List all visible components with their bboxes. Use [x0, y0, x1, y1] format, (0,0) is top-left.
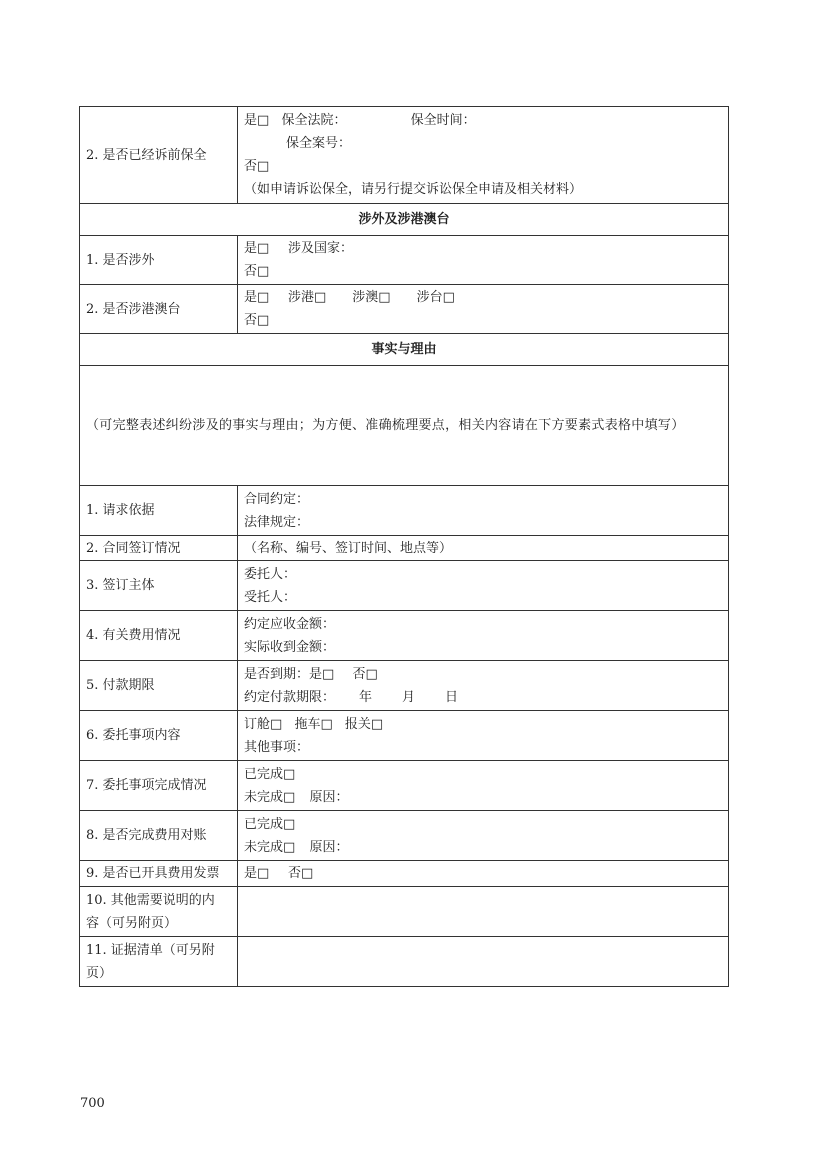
agent-field: 受托人： — [244, 589, 297, 605]
macau-checkbox[interactable]: 涉澳□ — [352, 290, 391, 305]
row-fee-reconciliation — [80, 811, 729, 861]
due-no-checkbox[interactable]: 否□ — [352, 666, 378, 682]
row-label: 9. 是否已开具费用发票 — [80, 861, 238, 887]
preservation-note: （如申请诉讼保全，请另行提交诉讼保全申请及相关材料） — [244, 182, 583, 197]
row-label: 2. 是否涉港澳台 — [80, 285, 238, 334]
row-claim-basis — [80, 486, 729, 536]
legal-provision-field: 法律规定： — [244, 514, 310, 530]
no-checkbox[interactable]: 否□ — [288, 866, 314, 881]
row-invoice-issued — [80, 861, 729, 887]
day-label: 日 — [445, 689, 459, 705]
completed-checkbox[interactable]: 已完成□ — [244, 816, 296, 832]
row-label-line: 11. 证据清单（可另附 — [86, 942, 215, 958]
row-hk-macau-taiwan — [80, 285, 729, 334]
contract-signing-hint: （名称、编号、签订时间、地点等） — [238, 536, 729, 561]
section-title-facts: 事实与理由 — [80, 334, 729, 366]
page-number: 700 — [80, 1096, 105, 1111]
other-matters-field: 其他事项： — [244, 739, 310, 755]
yes-checkbox[interactable]: 是□ — [244, 241, 270, 256]
row-label: 1. 是否涉外 — [80, 236, 238, 285]
row-label: 8. 是否完成费用对账 — [80, 811, 238, 861]
row-label: 5. 付款期限 — [80, 661, 238, 711]
row-label: 1. 请求依据 — [80, 486, 238, 536]
not-completed-checkbox[interactable]: 未完成□ — [244, 789, 296, 805]
row-label — [80, 937, 238, 987]
complaint-form-table — [79, 106, 729, 987]
row-content — [238, 661, 729, 711]
agreed-amount-field: 约定应收金额： — [244, 616, 336, 632]
row-content — [238, 711, 729, 761]
row-other-notes — [80, 887, 729, 937]
row-content — [238, 285, 729, 334]
row-label-line: 页） — [86, 965, 113, 981]
year-label: 年 — [359, 689, 373, 705]
evidence-list-field[interactable] — [238, 937, 729, 987]
no-checkbox[interactable]: 否□ — [244, 313, 270, 328]
row-label — [80, 887, 238, 937]
row-contract-signing — [80, 536, 729, 561]
reason-field: 原因： — [309, 789, 349, 805]
preservation-case-number-field: 保全案号： — [286, 136, 352, 151]
row-completion-status — [80, 761, 729, 811]
row-content — [238, 761, 729, 811]
row-fees — [80, 611, 729, 661]
hong-kong-checkbox[interactable]: 涉港□ — [288, 290, 327, 305]
row-payment-term — [80, 661, 729, 711]
booking-checkbox[interactable]: 订舱□ — [244, 716, 283, 732]
row-content — [238, 236, 729, 285]
completed-checkbox[interactable]: 已完成□ — [244, 766, 296, 782]
reason-field: 原因： — [309, 839, 349, 855]
due-yes-checkbox[interactable]: 是否到期：是□ — [244, 666, 335, 682]
contract-agreement-field: 合同约定： — [244, 491, 310, 507]
principal-field: 委托人： — [244, 566, 297, 582]
row-content — [238, 811, 729, 861]
section-title-foreign: 涉外及涉港澳台 — [80, 204, 729, 236]
trucking-checkbox[interactable]: 拖车□ — [294, 716, 333, 732]
facts-statement-row — [80, 366, 729, 486]
yes-checkbox[interactable]: 是□ — [244, 113, 270, 128]
customs-checkbox[interactable]: 报关□ — [344, 716, 384, 732]
not-completed-checkbox[interactable]: 未完成□ — [244, 839, 296, 855]
row-entrusted-matters — [80, 711, 729, 761]
row-foreign-related — [80, 236, 729, 285]
row-label: 2. 是否已经诉前保全 — [80, 107, 238, 204]
row-content — [238, 486, 729, 536]
received-amount-field: 实际收到金额： — [244, 639, 336, 655]
preservation-court-field: 保全法院： — [281, 113, 347, 128]
country-field: 涉及国家： — [288, 241, 354, 256]
preservation-time-field: 保全时间： — [410, 113, 476, 128]
row-content — [238, 611, 729, 661]
row-content — [238, 107, 729, 204]
facts-note[interactable]: （可完整表述纠纷涉及的事实与理由；为方便、准确梳理要点，相关内容请在下方要素式表格中填写） — [80, 366, 729, 486]
row-label-line: 容（可另附页） — [86, 915, 178, 931]
row-evidence-list — [80, 937, 729, 987]
section-header-row — [80, 334, 729, 366]
no-checkbox[interactable]: 否□ — [244, 264, 270, 279]
row-pre-suit-preservation — [80, 107, 729, 204]
row-signing-parties — [80, 561, 729, 611]
no-checkbox[interactable]: 否□ — [244, 159, 270, 174]
row-content — [238, 561, 729, 611]
payment-term-label: 约定付款期限： — [244, 689, 336, 705]
section-header-row — [80, 204, 729, 236]
row-label: 3. 签订主体 — [80, 561, 238, 611]
month-label: 月 — [402, 689, 416, 705]
taiwan-checkbox[interactable]: 涉台□ — [416, 290, 455, 305]
yes-checkbox[interactable]: 是□ — [244, 866, 270, 881]
row-label: 4. 有关费用情况 — [80, 611, 238, 661]
row-label-line: 10. 其他需要说明的内 — [86, 892, 215, 908]
other-notes-field[interactable] — [238, 887, 729, 937]
row-label: 6. 委托事项内容 — [80, 711, 238, 761]
row-label: 2. 合同签订情况 — [80, 536, 238, 561]
row-content — [238, 861, 729, 887]
row-label: 7. 委托事项完成情况 — [80, 761, 238, 811]
yes-checkbox[interactable]: 是□ — [244, 290, 270, 305]
